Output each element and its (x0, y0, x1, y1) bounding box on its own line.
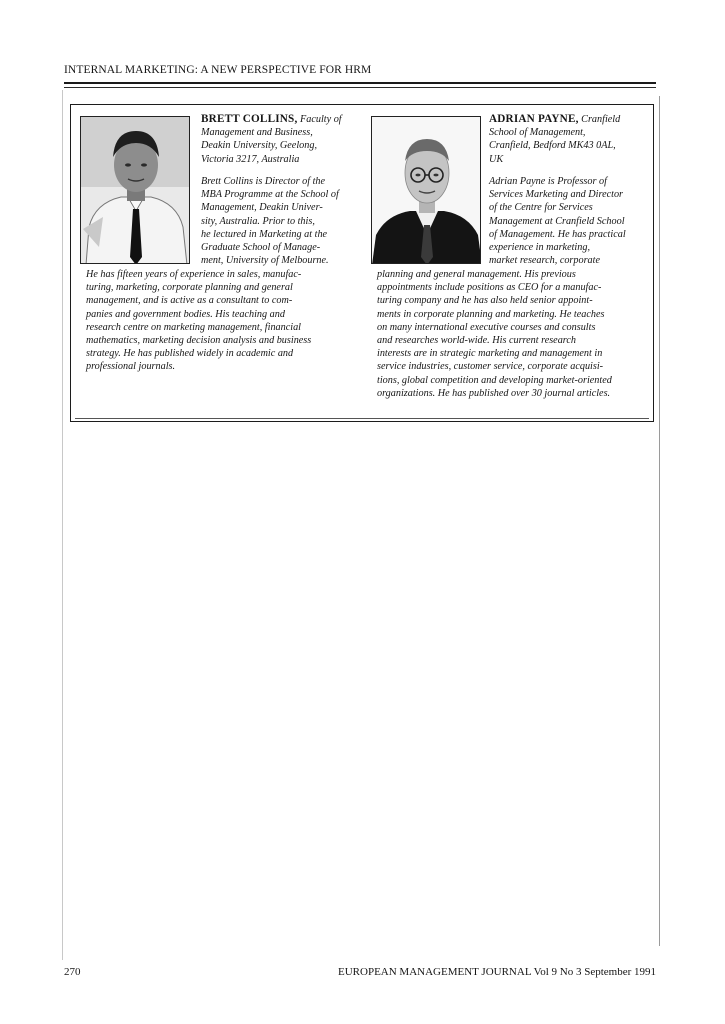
bio-line: turing company and he has also held senior appoint- (377, 295, 593, 307)
header-rule-thin (64, 87, 656, 88)
bio-line: sity, Australia. Prior to this, (201, 215, 315, 227)
bio-line: Management, Deakin Univer- (201, 202, 323, 214)
bio-line: Adrian Payne is Professor of (489, 176, 607, 187)
bio-line: management, and is active as a consultant to com- (86, 295, 293, 307)
bio-line: strategy. He has published widely in academic and (86, 348, 294, 360)
bio-line: and researches world-wide. His current research (377, 335, 577, 347)
bio-line: mathematics, marketing decision analysis and business (86, 335, 312, 347)
author-bio-payne-top (489, 175, 626, 267)
bio-line: organizations. He has published over 30 journal articles. (377, 387, 611, 399)
affiliation-line: Deakin University, Geelong, (201, 140, 317, 152)
bio-line: tions, global competition and developing market-oriented (377, 374, 612, 386)
author-bio-collins-bottom (86, 268, 311, 374)
bio-line: experience in marketing, (489, 242, 590, 254)
author-photo-payne (371, 116, 481, 264)
affiliation-line: Cranfield, Bedford MK43 0AL, (489, 140, 616, 152)
bio-line: research centre on marketing management, financial (86, 321, 302, 333)
bio-line: appointments include positions as CEO for a manufac- (377, 282, 602, 294)
bio-line: Management at Cranfield School (489, 215, 625, 227)
affiliation-line: UK (489, 153, 504, 165)
bio-line: service industries, customer service, corporate acquisi- (377, 361, 604, 373)
bio-line: on many international executive courses and consults (377, 321, 596, 333)
page-number: 270 (64, 966, 81, 978)
bio-line: He has fifteen years of experience in sales, manufac- (86, 269, 302, 280)
author-bio-collins-top (201, 175, 339, 267)
bio-line: turing, marketing, corporate planning and general (86, 282, 293, 294)
journal-citation: EUROPEAN MANAGEMENT JOURNAL Vol 9 No 3 September 1991 (338, 966, 656, 978)
author-affiliation-collins (201, 113, 342, 166)
author-affiliation-payne (489, 113, 620, 166)
bio-line: planning and general management. His previous (377, 269, 576, 280)
affiliation-line: Faculty of (297, 114, 342, 125)
bio-line: Graduate School of Manage- (201, 242, 321, 254)
scan-edge-right (659, 96, 660, 946)
bio-line: market research, corporate (489, 255, 600, 267)
running-head: INTERNAL MARKETING: A NEW PERSPECTIVE FOR HRM (64, 64, 372, 76)
bio-line: ment, University of Melbourne. (201, 255, 329, 267)
author-name-payne: ADRIAN PAYNE, (489, 113, 579, 125)
bio-line: MBA Programme at the School of (201, 189, 339, 201)
author-name-collins: BRETT COLLINS, (201, 113, 298, 125)
bio-line: ments in corporate planning and marketing. He teaches (377, 308, 605, 320)
bio-line: of Management. He has practical (489, 228, 626, 240)
bio-line: he lectured in Marketing at the (201, 228, 328, 240)
author-bio-payne-bottom (377, 268, 612, 400)
bio-line: panies and government bodies. His teaching and (86, 308, 285, 320)
header-rule-thick (64, 82, 656, 84)
bio-line: interests are in strategic marketing and management in (377, 348, 603, 360)
affiliation-line: Management and Business, (201, 127, 313, 139)
affiliation-line: Cranfield (578, 114, 621, 125)
author-photo-collins (80, 116, 190, 264)
scan-edge-left (62, 90, 63, 960)
bio-line: professional journals. (86, 361, 176, 373)
bio-line: of the Centre for Services (489, 202, 593, 214)
affiliation-line: Victoria 3217, Australia (201, 153, 300, 165)
bio-line: Services Marketing and Director (489, 189, 624, 201)
affiliation-line: School of Management, (489, 127, 586, 139)
bio-line: Brett Collins is Director of the (201, 176, 326, 187)
